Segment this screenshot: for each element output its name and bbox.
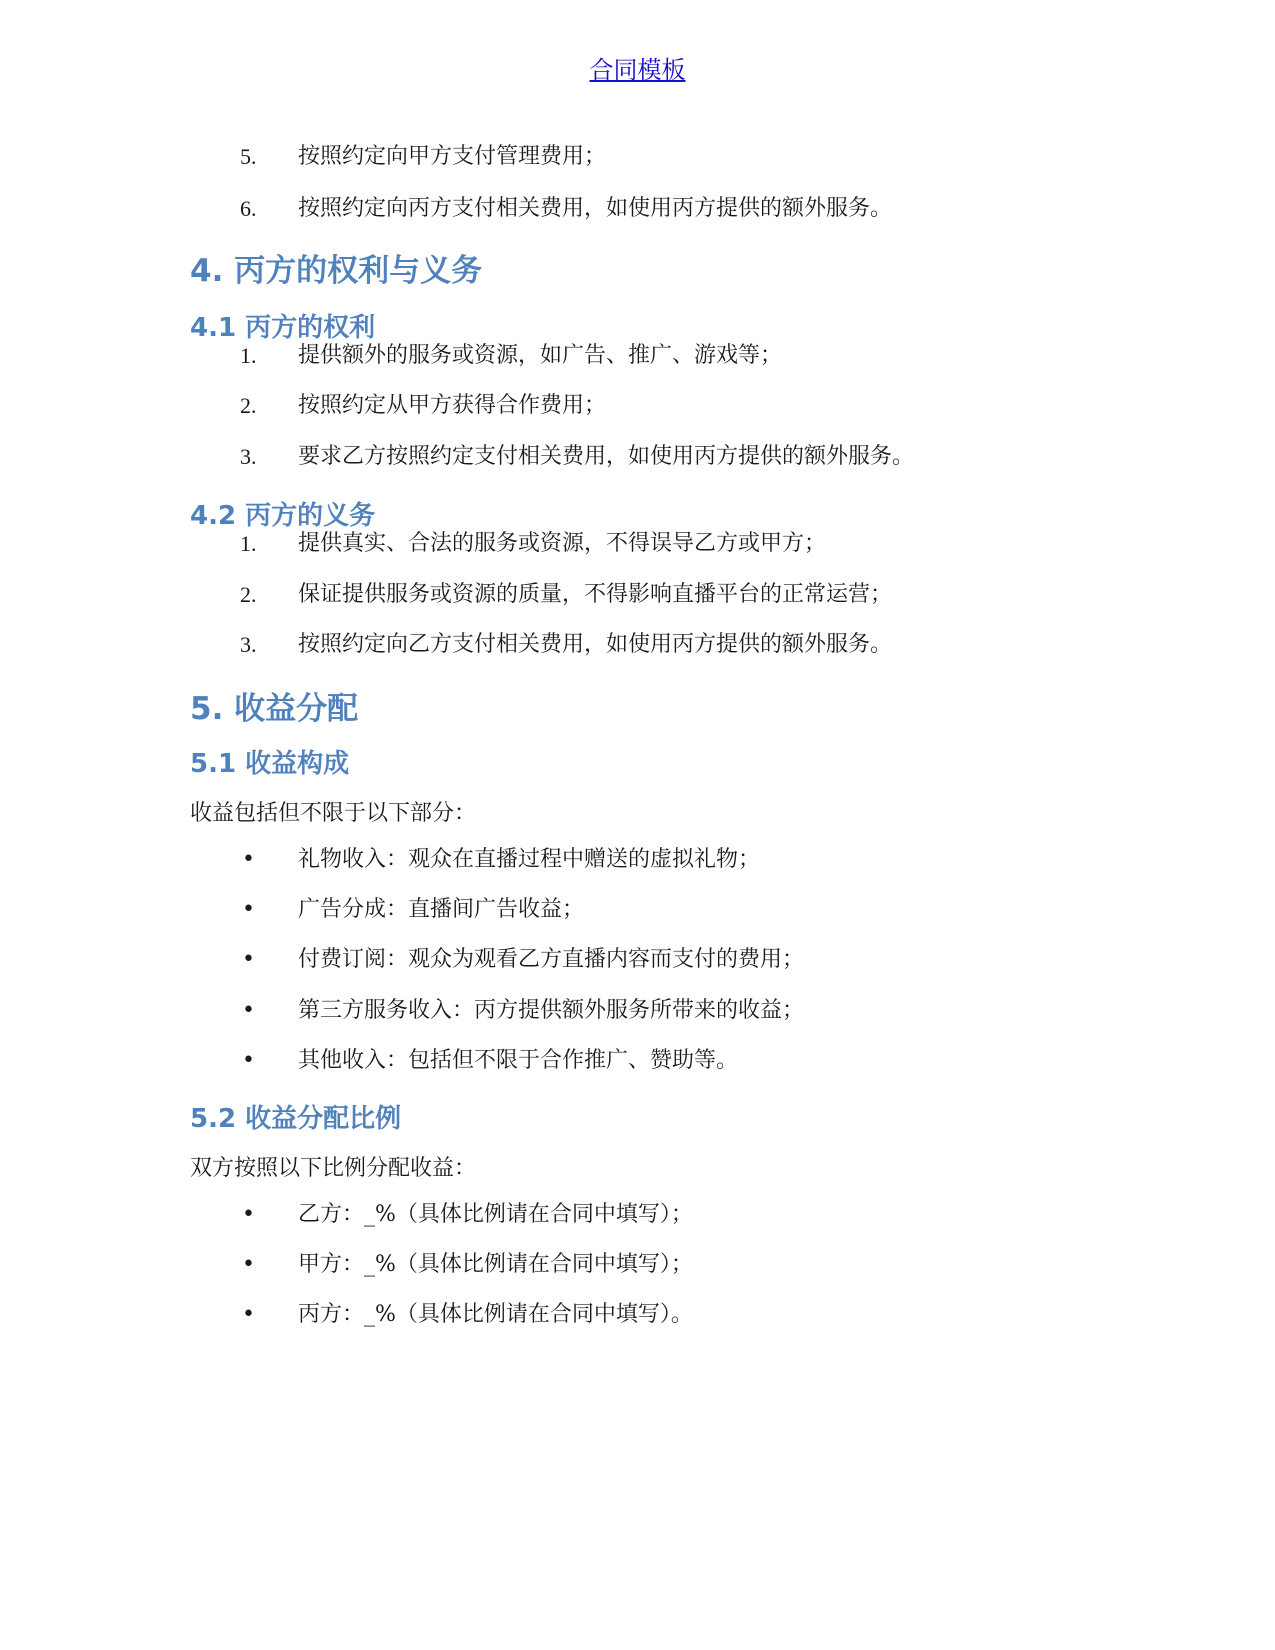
list-number: 6. — [240, 196, 257, 221]
list-number: 2. — [240, 582, 257, 607]
list-item-text: 甲方：_%（具体比例请在合同中填写）； — [298, 1252, 693, 1277]
section-heading: 5. 收益分配 — [190, 691, 359, 727]
bullet-icon: • — [242, 1048, 255, 1073]
list-item-text: 第三方服务收入：丙方提供额外服务所带来的收益； — [298, 998, 805, 1023]
header-template-link[interactable]: 合同模板 — [589, 56, 686, 84]
list-number: 2. — [240, 393, 257, 418]
section-heading: 4. 丙方的权利与义务 — [190, 253, 483, 289]
subsection-heading: 4.1 丙方的权利 — [190, 313, 376, 343]
list-item-text: 礼物收入：观众在直播过程中赠送的虚拟礼物； — [298, 847, 761, 872]
bullet-icon: • — [242, 1202, 255, 1227]
list-number: 3. — [240, 444, 257, 469]
list-item-text: 提供额外的服务或资源，如广告、推广、游戏等； — [298, 343, 783, 368]
bullet-icon: • — [242, 1302, 255, 1327]
subsection-heading: 5.1 收益构成 — [190, 749, 350, 779]
list-number: 5. — [240, 144, 257, 169]
list-item-text: 按照约定从甲方获得合作费用； — [298, 393, 607, 418]
list-item-text: 按照约定向甲方支付管理费用； — [298, 144, 607, 169]
paragraph: 双方按照以下比例分配收益： — [190, 1156, 477, 1181]
paragraph: 收益包括但不限于以下部分： — [190, 801, 477, 826]
list-item-text: 其他收入：包括但不限于合作推广、赞助等。 — [298, 1048, 739, 1073]
subsection-heading: 4.2 丙方的义务 — [190, 501, 376, 531]
bullet-icon: • — [242, 998, 255, 1023]
list-item-text: 按照约定向乙方支付相关费用，如使用丙方提供的额外服务。 — [298, 632, 893, 657]
list-number: 1. — [240, 531, 257, 556]
list-item-text: 广告分成：直播间广告收益； — [298, 897, 585, 922]
bullet-icon: • — [242, 847, 255, 872]
list-item-text: 付费订阅：观众为观看乙方直播内容而支付的费用； — [298, 947, 805, 972]
bullet-icon: • — [242, 1252, 255, 1277]
list-number: 3. — [240, 632, 257, 657]
list-item-text: 丙方：_%（具体比例请在合同中填写）。 — [298, 1302, 693, 1327]
list-item-text: 提供真实、合法的服务或资源，不得误导乙方或甲方； — [298, 531, 827, 556]
list-item-text: 按照约定向丙方支付相关费用，如使用丙方提供的额外服务。 — [298, 196, 893, 221]
subsection-heading: 5.2 收益分配比例 — [190, 1104, 402, 1134]
bullet-icon: • — [242, 947, 255, 972]
list-number: 1. — [240, 343, 257, 368]
bullet-icon: • — [242, 897, 255, 922]
list-item-text: 保证提供服务或资源的质量，不得影响直播平台的正常运营； — [298, 582, 893, 607]
list-item-text: 乙方：_%（具体比例请在合同中填写）； — [298, 1202, 693, 1227]
list-item-text: 要求乙方按照约定支付相关费用，如使用丙方提供的额外服务。 — [298, 444, 915, 469]
